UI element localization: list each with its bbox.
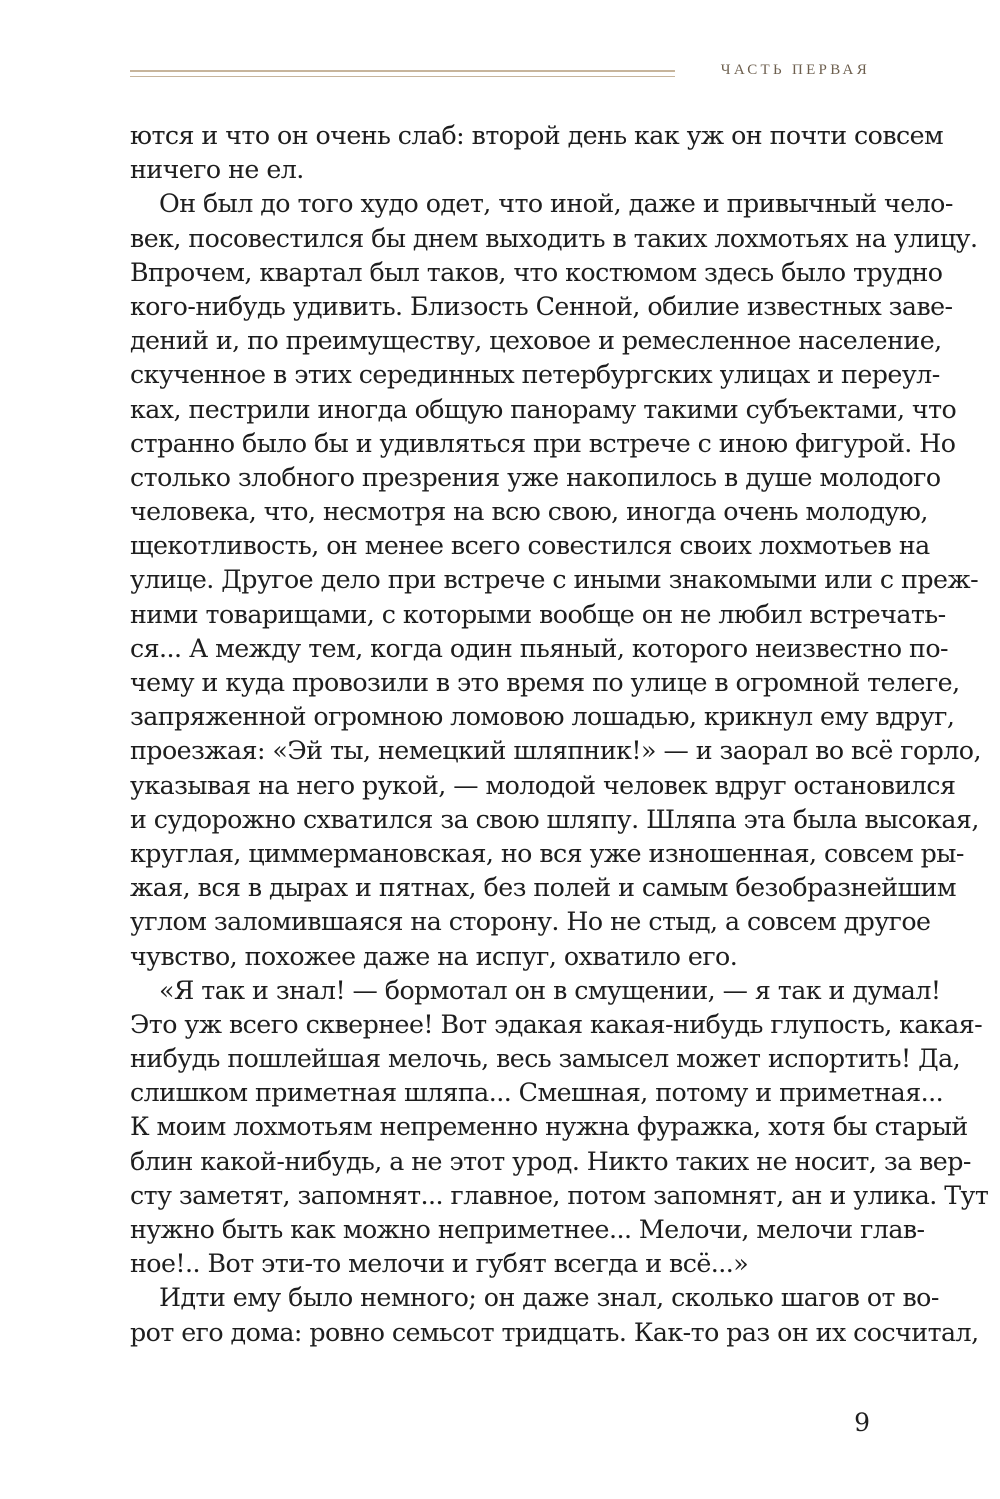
- text-line: век, посовестился бы днем выходить в таких лохмотьях на улицу.: [130, 223, 978, 253]
- text-line: указывая на него рукой, — молодой человек вдруг остановился: [130, 770, 956, 800]
- text-line: ними товарищами, с которыми вообще он не любил встречать-: [130, 599, 946, 629]
- text-line: круглая, циммермановская, но вся уже изношенная, совсем ры-: [130, 838, 964, 868]
- body-text: [130, 119, 989, 1350]
- text-line: ся... А между тем, когда один пьяный, которого неизвестно по-: [130, 633, 949, 663]
- text-line: углом заломившаяся на сторону. Но не стыд, а совсем другое: [130, 907, 931, 937]
- page-number: 9: [854, 1408, 870, 1437]
- text-line: запряженной огромною ломовою лошадью, крикнул ему вдруг,: [130, 702, 955, 732]
- text-line: ное!.. Вот эти-то мелочи и губят всегда и всё...»: [130, 1249, 749, 1279]
- running-head: ЧАСТЬ ПЕРВАЯ: [720, 62, 870, 78]
- text-line: сту заметят, запомнят... главное, потом запомнят, ан и улика. Тут: [130, 1180, 989, 1210]
- text-line: скученное в этих серединных петербургских улицах и переул-: [130, 360, 940, 390]
- text-line: человека, что, несмотря на всю свою, иногда очень молодую,: [130, 497, 928, 527]
- text-line: улице. Другое дело при встрече с иными знакомыми или с преж-: [130, 565, 979, 595]
- text-line: слишком приметная шляпа... Смешная, потому и приметная...: [130, 1078, 944, 1108]
- text-line: нибудь пошлейшая мелочь, весь замысел может испортить! Да,: [130, 1044, 961, 1074]
- header-rule: [130, 70, 675, 77]
- text-line: чему и куда провозили в это время по улице в огромной телеге,: [130, 668, 960, 697]
- text-line: жая, вся в дырах и пятнах, без полей и самым безобразнейшим: [130, 873, 956, 903]
- text-line: и судорожно схватился за свою шляпу. Шляпа эта была высокая,: [130, 804, 979, 834]
- text-line: чувство, похожее даже на испуг, охватило его.: [130, 941, 738, 971]
- text-line: Это уж всего сквернее! Вот эдакая какая-нибудь глупость, какая-: [130, 1009, 983, 1039]
- text-line: нужно быть как можно неприметнее... Мелочи, мелочи глав-: [130, 1215, 925, 1244]
- text-line: ках, пестрили иногда общую панораму такими субъектами, что: [130, 394, 957, 424]
- text-line: кого-нибудь удивить. Близость Сенной, обилие известных заве-: [130, 291, 953, 321]
- text-line: проезжая: «Эй ты, немецкий шляпник!» — и заорал во всё горло,: [130, 736, 981, 766]
- text-line: Идти ему было немного; он даже знал, сколько шагов от во-: [159, 1283, 939, 1313]
- text-line: ничего не ел.: [130, 155, 304, 185]
- text-line: странно было бы и удивляться при встрече с иною фигурой. Но: [130, 428, 956, 458]
- text-line: рот его дома: ровно семьсот тридцать. Как-то раз он их сосчитал,: [130, 1317, 979, 1347]
- text-line: дений и, по преимуществу, цеховое и ремесленное население,: [130, 326, 942, 356]
- text-line: Впрочем, квартал был таков, что костюмом здесь было трудно: [130, 257, 943, 287]
- text-line: ются и что он очень слаб: второй день как уж он почти совсем: [130, 121, 944, 150]
- text-line: столько злобного презрения уже накопилось в душе молодого: [130, 462, 941, 492]
- text-line: К моим лохмотьям непременно нужна фуражка, хотя бы старый: [130, 1112, 968, 1142]
- text-line: блин какой-нибудь, а не этот урод. Никто таких не носит, за вер-: [130, 1146, 971, 1176]
- text-line: Он был до того худо одет, что иной, даже и привычный чело-: [159, 189, 953, 219]
- text-line: «Я так и знал! — бормотал он в смущении, — я так и думал!: [159, 975, 941, 1005]
- text-line: щекотливость, он менее всего совестился своих лохмотьев на: [130, 531, 930, 561]
